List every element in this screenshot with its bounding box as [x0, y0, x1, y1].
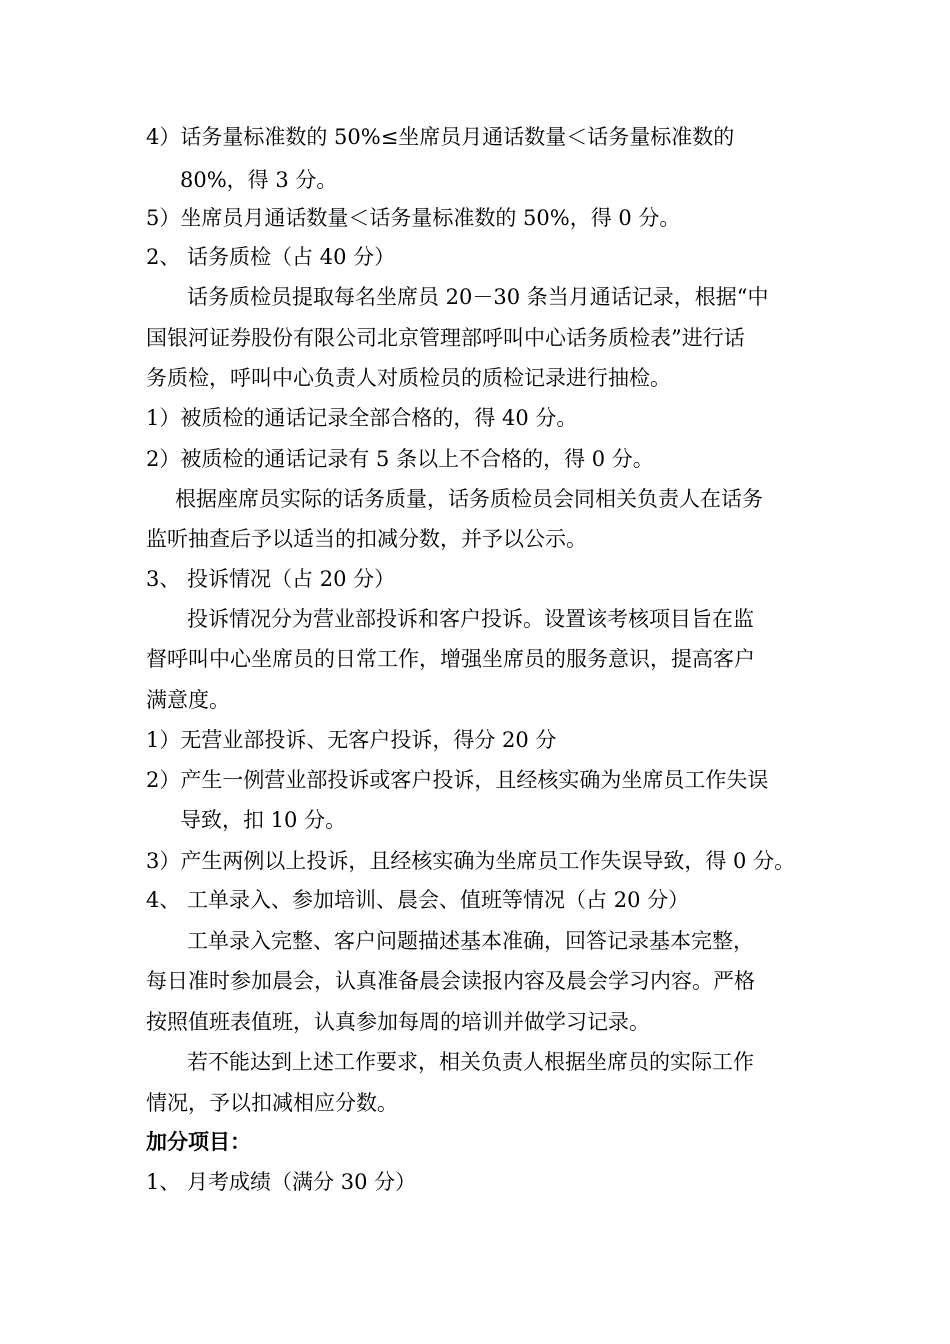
- section-3-item-1: 1）无营业部投诉、无客户投诉，得分 20 分: [146, 728, 557, 752]
- section-4-note-line2: 情况，予以扣减相应分数。: [146, 1091, 398, 1115]
- section-4-para-line3: 按照值班表值班，认真参加每周的培训并做学习记录。: [146, 1010, 650, 1034]
- section-2-para-line1: 话务质检员提取每名坐席员 20－30 条当月通话记录，根据“中: [187, 285, 769, 309]
- section-2-note-line1: 根据座席员实际的话务质量，话务质检员会同相关负责人在话务: [175, 487, 763, 511]
- item-4-volume-line1: 4）话务量标准数的 50%≤坐席员月通话数量＜话务量标准数的: [146, 125, 735, 149]
- section-4-heading: 4、 工单录入、参加培训、晨会、值班等情况（占 20 分）: [146, 888, 690, 912]
- section-2-item-1: 1）被质检的通话记录全部合格的，得 40 分。: [146, 406, 578, 430]
- section-2-heading: 2、 话务质检（占 40 分）: [146, 245, 396, 269]
- section-3-para-line1: 投诉情况分为营业部投诉和客户投诉。设置该考核项目旨在监: [187, 607, 754, 631]
- section-3-item-2-line1: 2）产生一例营业部投诉或客户投诉，且经核实确为坐席员工作失误: [146, 768, 769, 792]
- section-3-para-line3: 满意度。: [146, 688, 230, 712]
- section-4-note-line1: 若不能达到上述工作要求，相关负责人根据坐席员的实际工作: [187, 1050, 754, 1074]
- item-5-volume: 5）坐席员月通话数量＜话务量标准数的 50%，得 0 分。: [146, 206, 681, 230]
- section-2-para-line2: 国银河证券股份有限公司北京管理部呼叫中心话务质检表”进行话: [146, 326, 745, 350]
- section-3-heading: 3、 投诉情况（占 20 分）: [146, 567, 396, 591]
- bonus-heading: 加分项目：: [146, 1129, 251, 1154]
- bonus-item-1: 1、 月考成绩（满分 30 分）: [146, 1170, 417, 1194]
- section-2-note-line2: 监听抽查后予以适当的扣减分数，并予以公示。: [146, 527, 587, 551]
- section-3-item-3: 3）产生两例以上投诉，且经核实确为坐席员工作失误导致，得 0 分。: [146, 849, 796, 873]
- section-3-item-2-line2: 导致，扣 10 分。: [180, 808, 347, 832]
- section-3-para-line2: 督呼叫中心坐席员的日常工作，增强坐席员的服务意识，提高客户: [146, 647, 755, 671]
- section-2-para-line3: 务质检，呼叫中心负责人对质检员的质检记录进行抽检。: [146, 366, 671, 390]
- item-4-volume-line2: 80%，得 3 分。: [180, 168, 338, 192]
- section-4-para-line2: 每日准时参加晨会，认真准备晨会读报内容及晨会学习内容。严格: [146, 969, 755, 993]
- section-2-item-2: 2）被质检的通话记录有 5 条以上不合格的，得 0 分。: [146, 447, 654, 471]
- section-4-para-line1: 工单录入完整、客户问题描述基本准确，回答记录基本完整，: [187, 929, 754, 953]
